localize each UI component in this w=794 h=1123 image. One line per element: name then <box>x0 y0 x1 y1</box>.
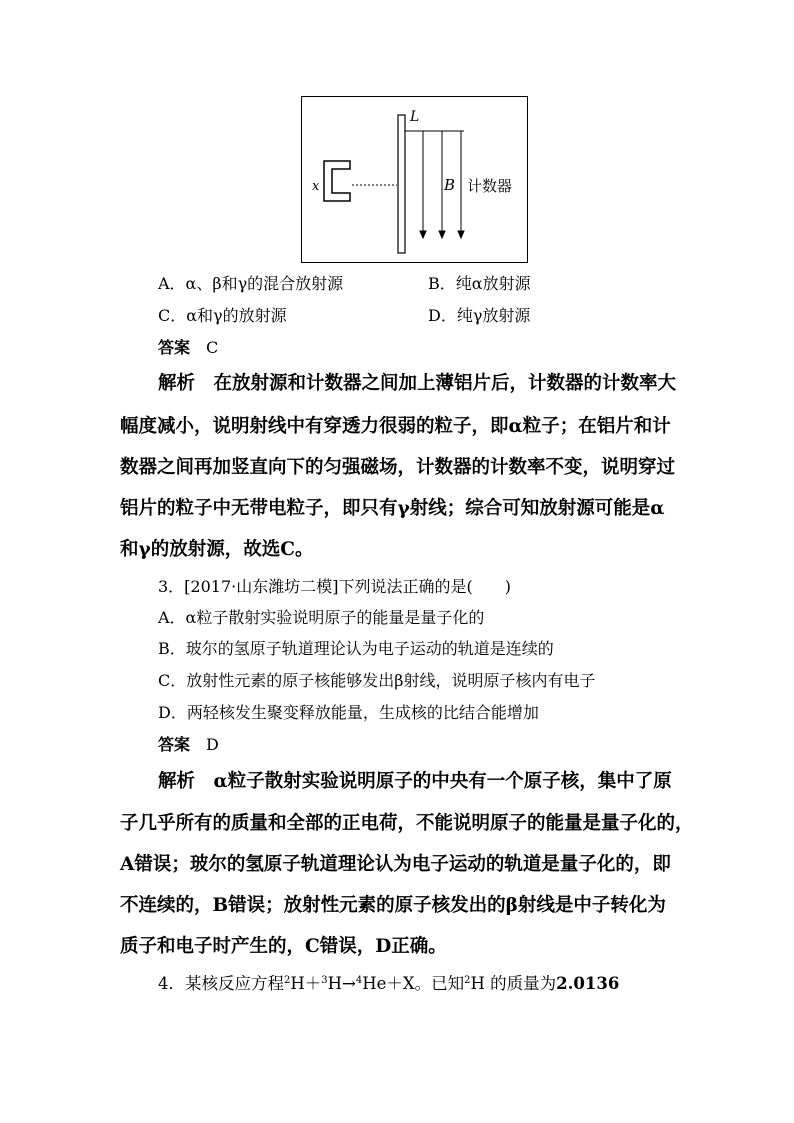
q3-analysis-line-3: A错误；玻尔的氢原子轨道理论认为电子运动的轨道是量子化的，即 <box>120 854 671 875</box>
q2-option-b: B．纯α放射源 <box>428 274 531 293</box>
q3-analysis-line-4: 不连续的，B错误；放射性元素的原子核发出的β射线是中子转化为 <box>120 895 666 916</box>
q3-answer <box>158 735 219 755</box>
q2-analysis-line-4: 铝片的粒子中无带电粒子，即只有γ射线；综合可知放射源可能是α <box>120 498 665 519</box>
answer-value: C <box>206 338 219 357</box>
label-counter: 计数器 <box>467 177 513 195</box>
q3-option-d: D．两轻核发生聚变释放能量，生成核的比结合能增加 <box>158 703 539 722</box>
q2-analysis-line-2: 幅度减小，说明射线中有穿透力很弱的粒子，即α粒子；在铝片和计 <box>120 416 671 437</box>
mass-value: 2.0136 <box>556 974 620 993</box>
q2-option-a: A．α、β和γ的混合放射源 <box>158 274 344 293</box>
q2-option-d: D．纯γ放射源 <box>428 306 531 325</box>
q3-option-b: B．玻尔的氢原子轨道理论认为电子运动的轨道是连续的 <box>158 639 554 658</box>
radiation-source-shape <box>324 161 350 201</box>
label-B: B <box>444 176 456 194</box>
q4-stem: 4．某核反应方程$^2$H＋$^3$H→$^4$He＋X。已知$^2$H 的质量为2.0136 <box>158 974 620 993</box>
q3-option-a: A．α粒子散射实验说明原子的能量是量子化的 <box>158 608 485 627</box>
q2-analysis-line-5: 和γ的放射源，故选C。 <box>120 539 314 560</box>
q3-option-c: C．放射性元素的原子核能够发出β射线，说明原子核内有电子 <box>158 671 596 690</box>
q3-analysis-line-1: 解析 α粒子散射实验说明原子的中央有一个原子核，集中了原 <box>158 771 672 792</box>
q2-answer <box>158 338 218 358</box>
label-L: L <box>410 109 420 125</box>
analysis-label: 解析 <box>158 373 196 394</box>
answer-value: D <box>206 735 219 754</box>
q2-analysis-line-3: 数器之间再加竖直向下的匀强磁场，计数器的计数率不变，说明穿过 <box>120 457 676 478</box>
q3-analysis-line-2: 子几乎所有的质量和全部的正电荷，不能说明原子的能量是量子化的， <box>120 813 694 834</box>
q3-analysis-line-5: 质子和电子时产生的，C错误，D正确。 <box>120 936 447 957</box>
apparatus-diagram <box>302 97 529 264</box>
aluminum-plate <box>398 115 405 253</box>
field-arrows <box>420 131 464 238</box>
analysis-label: 解析 <box>158 771 196 792</box>
q2-analysis-line-1: 解析 在放射源和计数器之间加上薄铝片后，计数器的计数率大 <box>158 373 677 394</box>
answer-label: 答案 <box>158 735 191 754</box>
q3-stem: 3．[2017·山东潍坊二模]下列说法正确的是( ) <box>158 577 511 596</box>
answer-label: 答案 <box>158 338 191 357</box>
label-x: x <box>312 179 320 194</box>
apparatus-figure <box>301 96 528 263</box>
q2-option-c: C．α和γ的放射源 <box>158 306 287 325</box>
